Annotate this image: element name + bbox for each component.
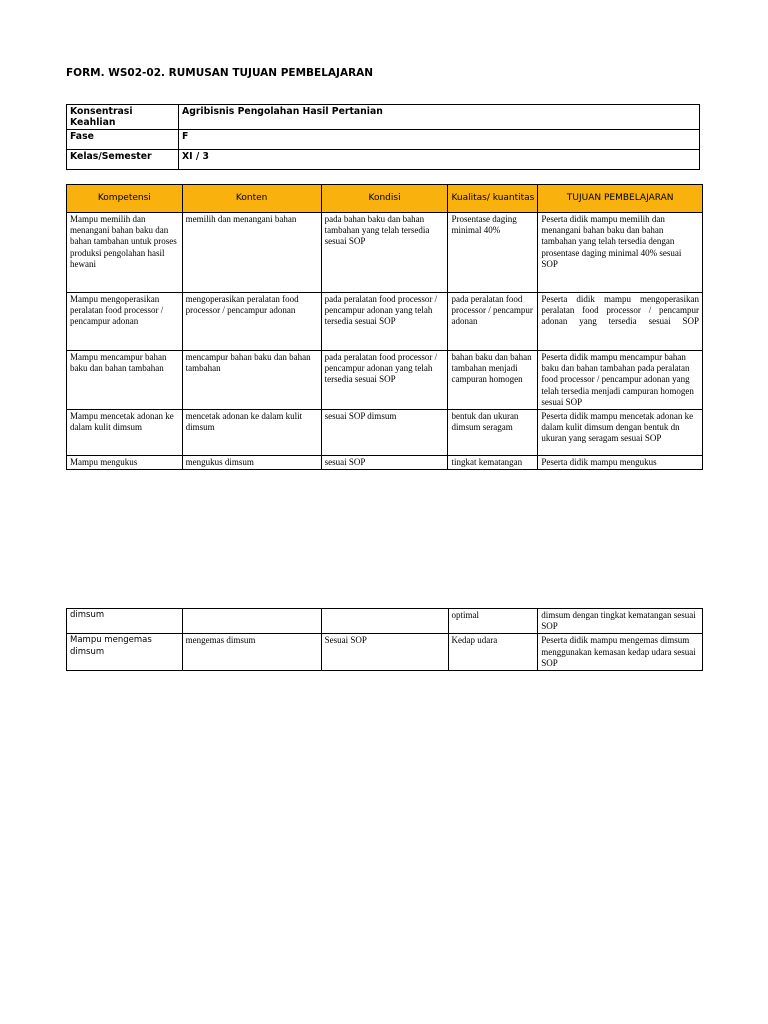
table-row bbox=[67, 609, 703, 634]
table-header-row bbox=[67, 185, 703, 213]
header-kondisi: Kondisi bbox=[321, 185, 448, 213]
cell-kualitas: tingkat kematangan bbox=[448, 456, 538, 470]
cell-tujuan: Peserta didik mampu mengukus bbox=[538, 456, 703, 470]
info-key: Fase bbox=[67, 130, 179, 150]
cell-tujuan: dimsum dengan tingkat kematangan sesuai SOP bbox=[538, 609, 703, 634]
cell-konten: memilih dan menangani bahan bbox=[182, 213, 321, 293]
table-row bbox=[67, 351, 703, 410]
cell-kondisi: pada peralatan food processor / pencampur adonan yang telah tersedia sesuai SOP bbox=[321, 293, 448, 351]
info-value: Agribisnis Pengolahan Hasil Pertanian bbox=[179, 105, 700, 130]
cell-kualitas: pada peralatan food processor / pencampur adonan bbox=[448, 293, 538, 351]
cell-konten: mengemas dimsum bbox=[182, 634, 321, 671]
cell-kualitas: Prosentase daging minimal 40% bbox=[448, 213, 538, 293]
cell-kompetensi: Mampu mengoperasikan peralatan food processor / pencampur adonan bbox=[67, 293, 183, 351]
form-title: FORM. WS02-02. RUMUSAN TUJUAN PEMBELAJARAN bbox=[66, 67, 374, 79]
cell-kompetensi: Mampu mencetak adonan ke dalam kulit dimsum bbox=[67, 410, 183, 456]
cell-kompetensi: Mampu mencampur bahan baku dan bahan tambahan bbox=[67, 351, 183, 410]
table-row bbox=[67, 456, 703, 470]
info-value: F bbox=[179, 130, 700, 150]
cell-kompetensi: Mampu mengemas dimsum bbox=[67, 634, 183, 671]
cell-kualitas: bentuk dan ukuran dimsum seragam bbox=[448, 410, 538, 456]
objectives-table-continued bbox=[66, 608, 703, 671]
info-key: Konsentrasi Keahlian bbox=[67, 105, 179, 130]
cell-kualitas: Kedap udara bbox=[448, 634, 538, 671]
cell-konten: mencampur bahan baku dan bahan tambahan bbox=[182, 351, 321, 410]
table-row bbox=[67, 213, 703, 293]
cell-kompetensi: Mampu mengukus bbox=[67, 456, 183, 470]
table-row bbox=[67, 634, 703, 671]
cell-tujuan: Peserta didik mampu mencampur bahan baku dan bahan tambahan pada peralatan food processor / pencampur adonan yang telah tersedia menjadi campuran homogen sesuai SOP bbox=[538, 351, 703, 410]
info-row bbox=[67, 130, 700, 150]
cell-konten: mencetak adonan ke dalam kulit dimsum bbox=[182, 410, 321, 456]
info-key: Kelas/Semester bbox=[67, 150, 179, 170]
cell-konten: mengukus dimsum bbox=[182, 456, 321, 470]
header-kualitas: Kualitas/ kuantitas bbox=[448, 185, 538, 213]
cell-kompetensi: dimsum bbox=[67, 609, 183, 634]
cell-kondisi: sesuai SOP dimsum bbox=[321, 410, 448, 456]
header-konten: Konten bbox=[182, 185, 321, 213]
table-row bbox=[67, 293, 703, 351]
cell-tujuan: Peserta didik mampu memilih dan menangani bahan baku dan bahan tambahan yang telah tersedia dengan prosentase daging minimal 40% sesuai SOP bbox=[538, 213, 703, 293]
cell-kondisi bbox=[321, 609, 448, 634]
cell-konten bbox=[182, 609, 321, 634]
info-table bbox=[66, 104, 700, 170]
info-value: XI / 3 bbox=[179, 150, 700, 170]
cell-kondisi: sesuai SOP bbox=[321, 456, 448, 470]
table-row bbox=[67, 410, 703, 456]
cell-tujuan: Peserta didik mampu mencetak adonan ke dalam kulit dimsum dengan bentuk dn ukuran yang seragam sesuai SOP bbox=[538, 410, 703, 456]
objectives-table bbox=[66, 184, 703, 470]
cell-kondisi: pada bahan baku dan bahan tambahan yang telah tersedia sesuai SOP bbox=[321, 213, 448, 293]
cell-konten: mengoperasikan peralatan food processor / pencampur adonan bbox=[182, 293, 321, 351]
cell-kompetensi: Mampu memilih dan menangani bahan baku dan bahan tambahan untuk proses produksi pengolahan hasil hewani bbox=[67, 213, 183, 293]
info-row bbox=[67, 105, 700, 130]
cell-tujuan: Peserta didik mampu mengoperasikan peralatan food processor / pencampur adonan yang tersedia sesuai SOP bbox=[538, 293, 703, 351]
info-row bbox=[67, 150, 700, 170]
header-tujuan: TUJUAN PEMBELAJARAN bbox=[538, 185, 703, 213]
cell-tujuan: Peserta didik mampu mengemas dimsum menggunakan kemasan kedap udara sesuai SOP bbox=[538, 634, 703, 671]
cell-kondisi: Sesuai SOP bbox=[321, 634, 448, 671]
cell-kualitas: optimal bbox=[448, 609, 538, 634]
header-kompetensi: Kompetensi bbox=[67, 185, 183, 213]
cell-kondisi: pada peralatan food processor / pencampur adonan yang telah tersedia sesuai SOP bbox=[321, 351, 448, 410]
cell-kualitas: bahan baku dan bahan tambahan menjadi campuran homogen bbox=[448, 351, 538, 410]
